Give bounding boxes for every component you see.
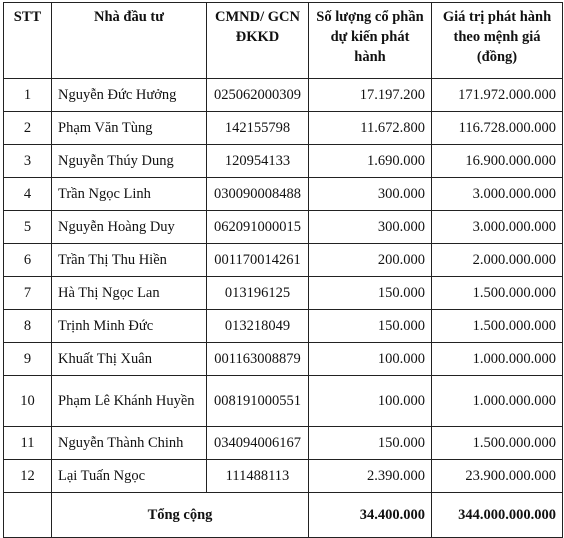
row-investor-name: Nguyễn Thành Chinh bbox=[52, 427, 207, 460]
row-shares: 11.672.800 bbox=[309, 112, 432, 145]
total-row bbox=[4, 493, 563, 538]
total-label: Tổng cộng bbox=[52, 493, 309, 538]
table-row bbox=[4, 277, 563, 310]
table-body bbox=[4, 79, 563, 493]
row-investor-name: Lại Tuấn Ngọc bbox=[52, 460, 207, 493]
row-stt: 7 bbox=[4, 277, 52, 310]
row-value: 16.900.000.000 bbox=[432, 145, 563, 178]
row-shares: 150.000 bbox=[309, 277, 432, 310]
row-value: 1.500.000.000 bbox=[432, 427, 563, 460]
row-value: 1.000.000.000 bbox=[432, 376, 563, 427]
row-value: 1.000.000.000 bbox=[432, 343, 563, 376]
table-row bbox=[4, 145, 563, 178]
row-shares: 150.000 bbox=[309, 310, 432, 343]
row-investor-name: Trịnh Minh Đức bbox=[52, 310, 207, 343]
row-id-number: 030090008488 bbox=[207, 178, 309, 211]
row-shares: 200.000 bbox=[309, 244, 432, 277]
row-stt: 3 bbox=[4, 145, 52, 178]
table-row bbox=[4, 211, 563, 244]
row-investor-name: Phạm Lê Khánh Huyền bbox=[52, 376, 207, 427]
row-id-number: 008191000551 bbox=[207, 376, 309, 427]
row-stt: 4 bbox=[4, 178, 52, 211]
row-shares: 2.390.000 bbox=[309, 460, 432, 493]
row-shares: 100.000 bbox=[309, 376, 432, 427]
header-shares: Số lượng cổ phần dự kiến phát hành bbox=[309, 3, 432, 79]
row-id-number: 142155798 bbox=[207, 112, 309, 145]
table-header-row bbox=[4, 3, 563, 79]
header-id: CMND/ GCN ĐKKD bbox=[207, 3, 309, 79]
row-investor-name: Nguyễn Thúy Dung bbox=[52, 145, 207, 178]
table-row bbox=[4, 244, 563, 277]
row-investor-name: Nguyễn Đức Hưởng bbox=[52, 79, 207, 112]
row-stt: 2 bbox=[4, 112, 52, 145]
row-stt: 5 bbox=[4, 211, 52, 244]
row-value: 2.000.000.000 bbox=[432, 244, 563, 277]
row-shares: 150.000 bbox=[309, 427, 432, 460]
row-stt: 9 bbox=[4, 343, 52, 376]
row-id-number: 013196125 bbox=[207, 277, 309, 310]
row-id-number: 120954133 bbox=[207, 145, 309, 178]
row-stt: 11 bbox=[4, 427, 52, 460]
row-stt: 12 bbox=[4, 460, 52, 493]
row-id-number: 034094006167 bbox=[207, 427, 309, 460]
table-row bbox=[4, 79, 563, 112]
table-row bbox=[4, 376, 563, 427]
table-row bbox=[4, 427, 563, 460]
row-id-number: 025062000309 bbox=[207, 79, 309, 112]
row-value: 1.500.000.000 bbox=[432, 310, 563, 343]
total-shares: 34.400.000 bbox=[309, 493, 432, 538]
row-id-number: 013218049 bbox=[207, 310, 309, 343]
row-stt: 8 bbox=[4, 310, 52, 343]
row-shares: 300.000 bbox=[309, 211, 432, 244]
row-investor-name: Khuất Thị Xuân bbox=[52, 343, 207, 376]
header-investor: Nhà đầu tư bbox=[52, 3, 207, 79]
row-id-number: 001163008879 bbox=[207, 343, 309, 376]
row-value: 23.900.000.000 bbox=[432, 460, 563, 493]
total-stt-cell bbox=[4, 493, 52, 538]
row-stt: 1 bbox=[4, 79, 52, 112]
row-id-number: 111488113 bbox=[207, 460, 309, 493]
table-row bbox=[4, 178, 563, 211]
table-row bbox=[4, 112, 563, 145]
investor-table bbox=[3, 2, 563, 538]
row-shares: 100.000 bbox=[309, 343, 432, 376]
row-shares: 1.690.000 bbox=[309, 145, 432, 178]
row-value: 171.972.000.000 bbox=[432, 79, 563, 112]
row-investor-name: Nguyễn Hoàng Duy bbox=[52, 211, 207, 244]
row-investor-name: Hà Thị Ngọc Lan bbox=[52, 277, 207, 310]
row-id-number: 062091000015 bbox=[207, 211, 309, 244]
row-value: 1.500.000.000 bbox=[432, 277, 563, 310]
row-investor-name: Phạm Văn Tùng bbox=[52, 112, 207, 145]
total-value: 344.000.000.000 bbox=[432, 493, 563, 538]
row-stt: 6 bbox=[4, 244, 52, 277]
table-row bbox=[4, 460, 563, 493]
table-row bbox=[4, 343, 563, 376]
table-row bbox=[4, 310, 563, 343]
row-value: 116.728.000.000 bbox=[432, 112, 563, 145]
row-id-number: 001170014261 bbox=[207, 244, 309, 277]
row-investor-name: Trần Ngọc Linh bbox=[52, 178, 207, 211]
row-shares: 17.197.200 bbox=[309, 79, 432, 112]
row-value: 3.000.000.000 bbox=[432, 211, 563, 244]
row-investor-name: Trần Thị Thu Hiền bbox=[52, 244, 207, 277]
row-stt: 10 bbox=[4, 376, 52, 427]
row-shares: 300.000 bbox=[309, 178, 432, 211]
header-value: Giá trị phát hành theo mệnh giá (đồng) bbox=[432, 3, 563, 79]
header-stt: STT bbox=[4, 3, 52, 79]
row-value: 3.000.000.000 bbox=[432, 178, 563, 211]
